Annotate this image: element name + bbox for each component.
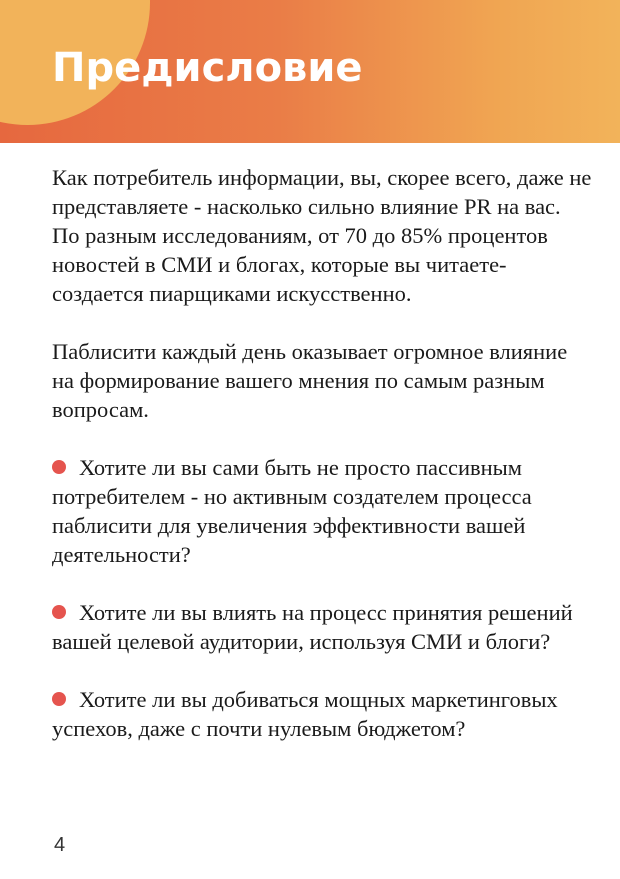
bullet-text: Хотите ли вы добиваться мощных маркетинговых успехов, даже с почти нулевым бюджетом?	[52, 687, 558, 741]
bullet-text: Хотите ли вы влиять на процесс принятия решений вашей целевой аудитории, используя СМИ и блоги?	[52, 600, 573, 654]
bullet-dot-icon	[52, 605, 66, 619]
intro-paragraph: Как потребитель информации, вы, скорее всего, даже не представляете - насколько сильно влияние PR на вас. По разным исследованиям, от 70 до 85% процентов новостей в СМИ и блогах, которые вы читаете- создается пиарщиками искусственно.	[52, 165, 592, 306]
page-title: Предисловие	[52, 45, 363, 91]
bullet-dot-icon	[52, 460, 66, 474]
main-content	[52, 163, 592, 743]
bullet-item	[52, 453, 592, 569]
header-banner	[0, 0, 620, 143]
bullet-item	[52, 685, 592, 743]
bullet-dot-icon	[52, 692, 66, 706]
page-number: 4	[54, 834, 66, 856]
bullet-text: Хотите ли вы сами быть не просто пассивным потребителем - но активным создателем процесса паблисити для увеличения эффективности вашей деятельности?	[52, 455, 532, 567]
publicity-paragraph: Паблисити каждый день оказывает огромное влияние на формирование вашего мнения по самым разным вопросам.	[52, 339, 568, 422]
bullet-item	[52, 598, 592, 656]
